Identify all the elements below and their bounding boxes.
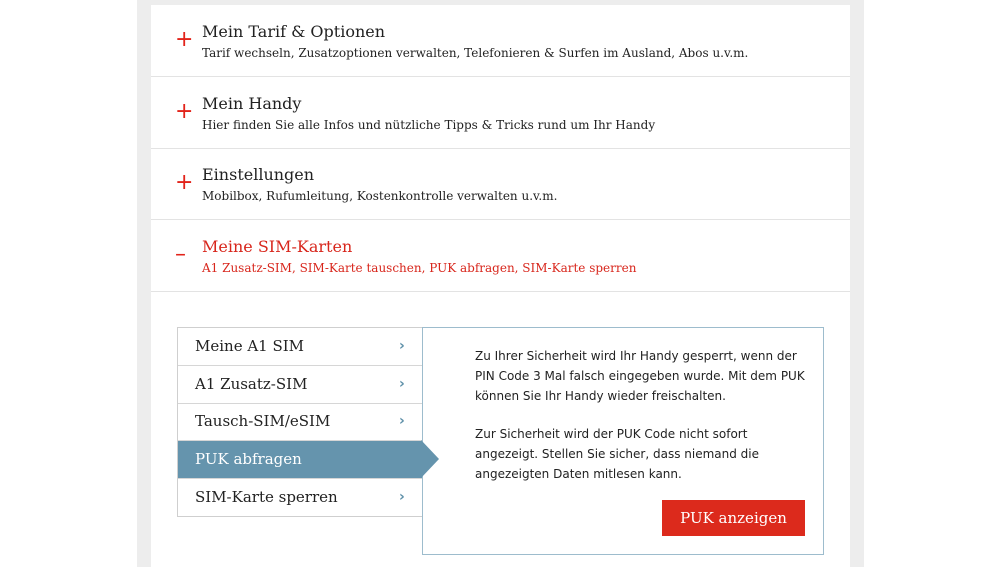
chevron-right-icon: › [399, 376, 405, 392]
menu-item-meine-a1-sim[interactable] [178, 328, 423, 366]
plus-icon: + [175, 170, 194, 195]
menu-item-label: SIM-Karte sperren [195, 488, 338, 506]
accordion-title: Meine SIM-Karten [202, 237, 353, 256]
menu-item-label: Meine A1 SIM [195, 337, 305, 355]
puk-security-text: Zur Sicherheit wird der PUK Code nicht sofort angezeigt. Stellen Sie sicher, dass niemand die angezeigten Daten mitlesen kann. [475, 427, 760, 481]
menu-item-sim-sperren[interactable] [178, 479, 423, 516]
chevron-right-icon: › [399, 338, 405, 354]
active-item-arrow [421, 440, 439, 478]
accordion-einstellungen[interactable] [151, 148, 850, 220]
menu-item-zusatz-sim[interactable] [178, 366, 423, 404]
minus-icon: – [175, 242, 186, 267]
puk-info-text: Zu Ihrer Sicherheit wird Ihr Handy gesperrt, wenn der PIN Code 3 Mal falsch eingegeben wurde. Mit dem PUK können Sie Ihr Handy wieder freischalten. [475, 349, 805, 403]
accordion-subtitle: Tarif wechseln, Zusatzoptionen verwalten, Telefonieren & Surfen im Ausland, Abos u.v.m. [202, 46, 749, 60]
menu-item-label: Tausch-SIM/eSIM [195, 412, 331, 430]
accordion-title: Einstellungen [202, 165, 315, 184]
accordion-title: Mein Tarif & Optionen [202, 22, 386, 41]
menu-item-label: A1 Zusatz-SIM [195, 375, 308, 393]
plus-icon: + [175, 27, 194, 52]
menu-item-tausch-sim[interactable] [178, 403, 423, 441]
accordion-tarif[interactable] [151, 5, 850, 77]
chevron-right-icon: › [399, 413, 405, 429]
accordion-sim-karten[interactable] [151, 220, 850, 292]
accordion-subtitle: A1 Zusatz-SIM, SIM-Karte tauschen, PUK abfragen, SIM-Karte sperren [202, 261, 637, 275]
menu-item-puk-abfragen[interactable] [178, 441, 423, 479]
accordion-handy[interactable] [151, 77, 850, 149]
puk-detail-panel [422, 327, 824, 555]
plus-icon: + [175, 99, 194, 124]
accordion-title: Mein Handy [202, 94, 302, 113]
accordion-subtitle: Hier finden Sie alle Infos und nützliche Tipps & Tricks rund um Ihr Handy [202, 118, 656, 132]
accordion-subtitle: Mobilbox, Rufumleitung, Kostenkontrolle verwalten u.v.m. [202, 189, 558, 203]
chevron-right-icon: › [399, 489, 405, 505]
sim-menu [177, 327, 424, 517]
show-puk-button[interactable]: PUK anzeigen [662, 500, 805, 536]
menu-item-label: PUK abfragen [195, 450, 302, 468]
